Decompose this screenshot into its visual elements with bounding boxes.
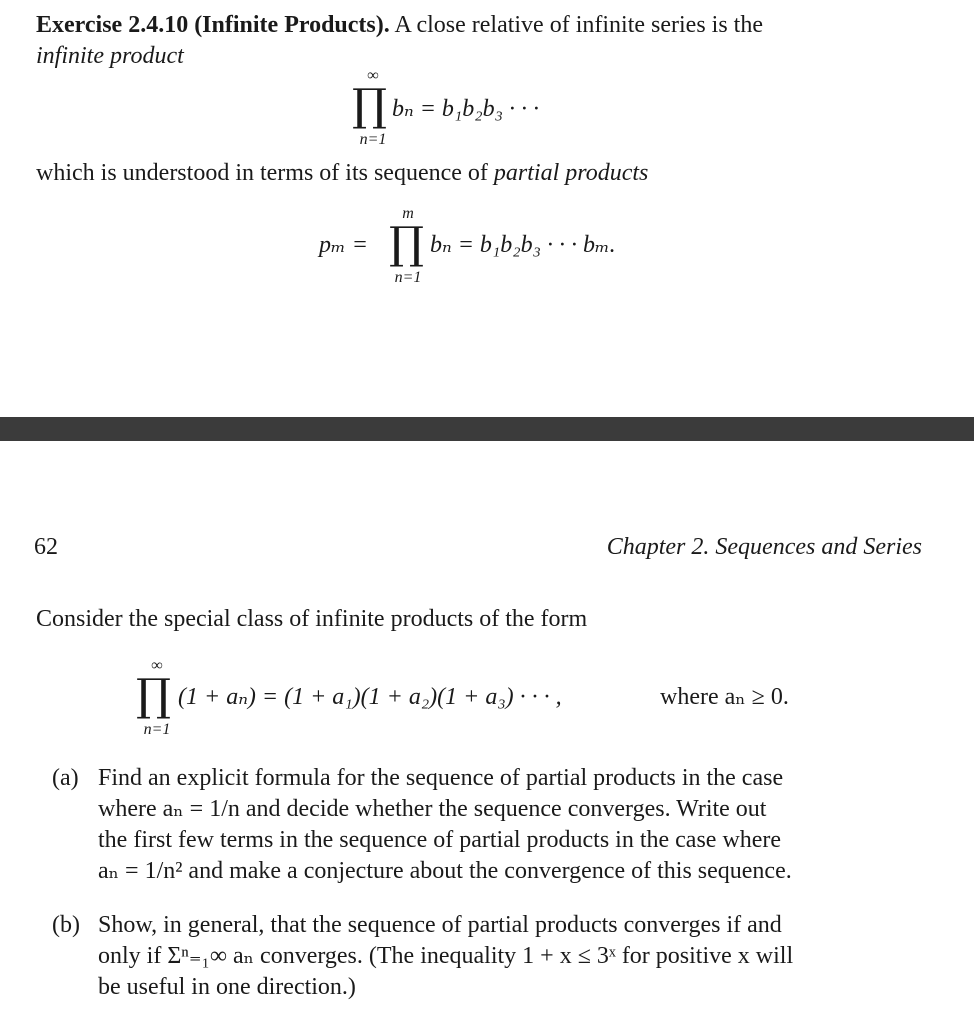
exercise-intro-text: A close relative of infinite series is the (394, 12, 763, 38)
product-symbol: ∏ (389, 218, 425, 269)
item-b-line-1: Show, in general, that the sequence of partial products converges if and (98, 912, 782, 938)
eq2-upper-limit: m (402, 205, 414, 222)
item-a-label: (a) (52, 765, 79, 791)
page-divider (0, 417, 974, 441)
eq1-upper-limit: ∞ (367, 67, 379, 84)
product-symbol: ∏ (136, 670, 172, 721)
item-b-label: (b) (52, 912, 80, 938)
eq3-expression: (1 + aₙ) = (1 + a₁)(1 + a₂)(1 + a₃) · · · , (178, 684, 562, 710)
item-a-line-2: where aₙ = 1/n and decide whether the sequence converges. Write out (98, 796, 767, 822)
item-a-line-4: aₙ = 1/n² and make a conjecture about the convergence of this sequence. (98, 858, 792, 884)
consider-sentence: Consider the special class of infinite products of the form (36, 606, 588, 632)
eq1-lower-limit: n=1 (359, 131, 387, 148)
list-item-a (52, 763, 922, 887)
item-b-line-2: only if Σⁿ₌₁∞ aₙ converges. (The inequality 1 + x ≤ 3ˣ for positive x will (98, 943, 794, 969)
term-infinite-product: infinite product (36, 43, 184, 69)
eq3-lower-limit: n=1 (143, 721, 171, 738)
running-header: Chapter 2. Sequences and Series (606, 534, 922, 560)
product-symbol: ∏ (352, 80, 388, 131)
item-a-line-3: the first few terms in the sequence of partial products in the case where (98, 827, 782, 853)
item-a-line-1: Find an explicit formula for the sequence of partial products in the case (98, 765, 784, 791)
term-partial-products: partial products (493, 160, 649, 186)
item-b-line-3: be useful in one direction.) (98, 974, 356, 1000)
eq2-expression: bₙ = b₁b₂b₃ · · · bₘ. (430, 232, 616, 258)
exercise-heading-line (36, 10, 936, 41)
eq1-expression: bₙ = b₁b₂b₃ · · · (392, 96, 539, 122)
exercise-label: Exercise 2.4.10 (Infinite Products). (36, 12, 390, 38)
eq2-lower-limit: n=1 (394, 269, 422, 286)
eq3-condition: where aₙ ≥ 0. (660, 684, 789, 710)
eq2-lhs: pₘ = (319, 232, 368, 258)
page-number: 62 (34, 534, 58, 560)
list-item-b (52, 910, 922, 1004)
partial-products-text: which is understood in terms of its sequence of (36, 160, 488, 186)
eq3-upper-limit: ∞ (151, 657, 163, 674)
partial-products-sentence (36, 158, 648, 189)
